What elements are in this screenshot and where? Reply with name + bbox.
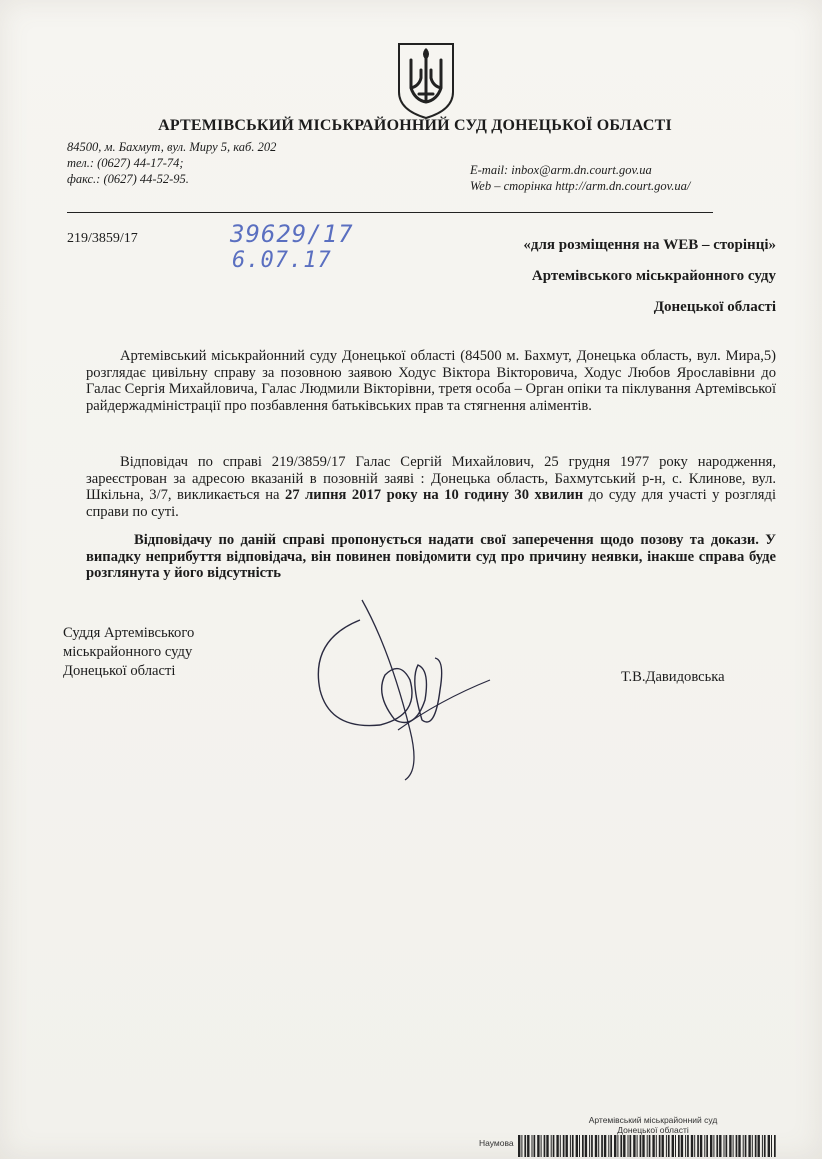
barcode-bar bbox=[537, 1135, 539, 1157]
barcode-bar bbox=[610, 1135, 612, 1157]
barcode-bar bbox=[716, 1135, 718, 1157]
barcode-bar bbox=[532, 1135, 533, 1157]
barcode-bar bbox=[764, 1135, 766, 1157]
barcode-bar bbox=[675, 1135, 676, 1157]
barcode-bar bbox=[706, 1135, 708, 1157]
barcode-bar bbox=[666, 1135, 667, 1157]
barcode-bar bbox=[681, 1135, 683, 1157]
barcode-bar bbox=[595, 1135, 597, 1157]
barcode-bar bbox=[633, 1135, 635, 1157]
body-paragraph-1 bbox=[86, 348, 776, 414]
barcode-bar bbox=[755, 1135, 757, 1157]
barcode-bar bbox=[668, 1135, 670, 1157]
barcode-bar bbox=[572, 1135, 574, 1157]
case-number: 219/3859/17 bbox=[67, 231, 138, 246]
barcode-bar bbox=[551, 1135, 552, 1157]
barcode-bar bbox=[652, 1135, 654, 1157]
barcode-bar bbox=[697, 1135, 699, 1157]
barcode-bar bbox=[659, 1135, 661, 1157]
barcode-bar bbox=[544, 1135, 546, 1157]
barcode-bar bbox=[774, 1135, 776, 1157]
handwritten-reg-number: 39629/17 bbox=[230, 220, 354, 248]
barcode-bar bbox=[598, 1135, 599, 1157]
footer-stamp bbox=[566, 1115, 740, 1135]
barcode-bar bbox=[743, 1135, 744, 1157]
barcode-bar bbox=[524, 1135, 526, 1157]
barcode-bar bbox=[649, 1135, 651, 1157]
body-paragraph-2 bbox=[86, 454, 776, 520]
barcode-bar bbox=[582, 1135, 584, 1157]
barcode-bar bbox=[604, 1135, 606, 1157]
barcode-bar bbox=[672, 1135, 674, 1157]
barcode-bar bbox=[534, 1135, 536, 1157]
barcode-bar bbox=[647, 1135, 648, 1157]
barcode-bar bbox=[637, 1135, 638, 1157]
barcode-bar bbox=[576, 1135, 578, 1157]
barcode-label: Наумова bbox=[479, 1138, 514, 1148]
judge-title-line3: Донецької області bbox=[63, 663, 176, 679]
barcode-bar bbox=[566, 1135, 568, 1157]
footer-stamp-line1: Артемівський міськрайонний суд bbox=[588, 1115, 718, 1125]
web-note-line1: «для розміщення на WEB – сторінці» bbox=[523, 237, 776, 253]
court-address: 84500, м. Бахмут, вул. Миру 5, каб. 202 bbox=[67, 140, 277, 154]
barcode-bar bbox=[579, 1135, 580, 1157]
barcode-bar bbox=[738, 1135, 740, 1157]
trident-emblem-icon bbox=[393, 40, 459, 120]
barcode-bar bbox=[553, 1135, 555, 1157]
signature-icon bbox=[300, 580, 500, 790]
paragraph-2-text bbox=[86, 454, 776, 520]
handwritten-date: 6.07.17 bbox=[232, 248, 332, 273]
paragraph-2-start: Відповідач по справі 219/3859/17 Галас Сергій Михайлович, 25 грудня 1977 року народження, зареєстрован за адресою вказаній в позовній заяві : Донецька область, Бахмутський р-н, с. Клинове, вул. Шкільна, 3/7, викликається на bbox=[86, 454, 776, 504]
barcode-bar bbox=[752, 1135, 753, 1157]
court-name: АРТЕМІВСЬКИЙ МІСЬКРАЙОННИЙ СУД ДОНЕЦЬКОЇ ОБЛАСТІ bbox=[158, 117, 672, 134]
barcode-bar bbox=[736, 1135, 738, 1157]
barcode-bar bbox=[601, 1135, 603, 1157]
judge-title-line2: міськрайонного суду bbox=[63, 644, 193, 660]
barcode-bar bbox=[527, 1135, 529, 1157]
barcode-icon bbox=[518, 1135, 778, 1157]
barcode-bar bbox=[762, 1135, 763, 1157]
web-note-line2: Артемівського міськрайонного суду bbox=[531, 268, 776, 284]
paragraph-1-text: Артемівський міськрайонний суду Донецької області (84500 м. Бахмут, Донецька область, вул. Мира,5) розглядає цивільну справу за позовною заявою Ходус Віктора Вікторовича, Ходус Любов Ярославівни до Галас Сергія Михайловича, Галас Людмили Вікторівни, третя особа – Орган опіки та піклування Артемівської райдержадміністрації про позбавлення батьківських прав та стягнення аліментів. bbox=[86, 348, 776, 414]
barcode-bar bbox=[518, 1135, 520, 1157]
barcode-bar bbox=[570, 1135, 571, 1157]
barcode-bar bbox=[642, 1135, 644, 1157]
barcode-bar bbox=[617, 1135, 618, 1157]
barcode-bar bbox=[630, 1135, 632, 1157]
barcode-bar bbox=[729, 1135, 731, 1157]
barcode-bar bbox=[628, 1135, 629, 1157]
barcode-bar bbox=[768, 1135, 770, 1157]
barcode-bar bbox=[556, 1135, 558, 1157]
barcode-bar bbox=[733, 1135, 734, 1157]
barcode-bar bbox=[521, 1135, 522, 1157]
web-note-line3: Донецької області bbox=[653, 299, 776, 315]
court-fax: факс.: (0627) 44-52-95. bbox=[67, 172, 189, 186]
barcode-bar bbox=[771, 1135, 772, 1157]
barcode-bar bbox=[623, 1135, 625, 1157]
barcode-bar bbox=[713, 1135, 714, 1157]
barcode-bar bbox=[710, 1135, 712, 1157]
barcode-bar bbox=[745, 1135, 747, 1157]
barcode-bar bbox=[719, 1135, 721, 1157]
barcode-bar bbox=[585, 1135, 587, 1157]
judge-title-line1: Суддя Артемівського bbox=[63, 625, 195, 641]
barcode-bar bbox=[758, 1135, 760, 1157]
paragraph-3-text: Відповідачу по даній справі пропонується надати свої заперечення щодо позову та докази. У випадку неприбуття відповідача, він повинен повідомити суд про причину неявки, інакше справа буде розглянута у його відсутність bbox=[86, 532, 776, 582]
barcode-bar bbox=[700, 1135, 702, 1157]
barcode-bar bbox=[546, 1135, 548, 1157]
barcode-bar bbox=[726, 1135, 728, 1157]
barcode-bar bbox=[640, 1135, 642, 1157]
barcode-bar bbox=[563, 1135, 565, 1157]
judge-title-block bbox=[63, 624, 194, 681]
barcode-bar bbox=[614, 1135, 616, 1157]
barcode-bar bbox=[724, 1135, 725, 1157]
barcode-bar bbox=[608, 1135, 609, 1157]
barcode-bar bbox=[591, 1135, 593, 1157]
barcode-bar bbox=[685, 1135, 686, 1157]
barcode-bar bbox=[687, 1135, 689, 1157]
barcode-bar bbox=[620, 1135, 622, 1157]
barcode-bar bbox=[589, 1135, 590, 1157]
court-website: Web – сторінка http://arm.dn.court.gov.ua/ bbox=[470, 179, 691, 193]
barcode-bar bbox=[694, 1135, 695, 1157]
barcode-bar bbox=[691, 1135, 693, 1157]
paragraph-2-end: до суду для участі у розгляді справи по суті. bbox=[86, 487, 776, 520]
barcode-bar bbox=[678, 1135, 680, 1157]
barcode-bar bbox=[560, 1135, 561, 1157]
body-paragraph-3 bbox=[86, 532, 776, 582]
barcode-bar bbox=[656, 1135, 657, 1157]
court-email: E-mail: inbox@arm.dn.court.gov.ua bbox=[470, 163, 652, 177]
footer-stamp-line2: Донецької області bbox=[617, 1125, 689, 1135]
hearing-datetime: 27 липня 2017 року на 10 годину 30 хвилин bbox=[285, 487, 584, 504]
barcode-bar bbox=[704, 1135, 705, 1157]
barcode-bar bbox=[541, 1135, 542, 1157]
header-divider bbox=[67, 212, 713, 213]
barcode-bar bbox=[748, 1135, 750, 1157]
barcode-bar bbox=[662, 1135, 664, 1157]
court-phone: тел.: (0627) 44-17-74; bbox=[67, 156, 184, 170]
judge-name: Т.В.Давидовська bbox=[621, 669, 725, 685]
